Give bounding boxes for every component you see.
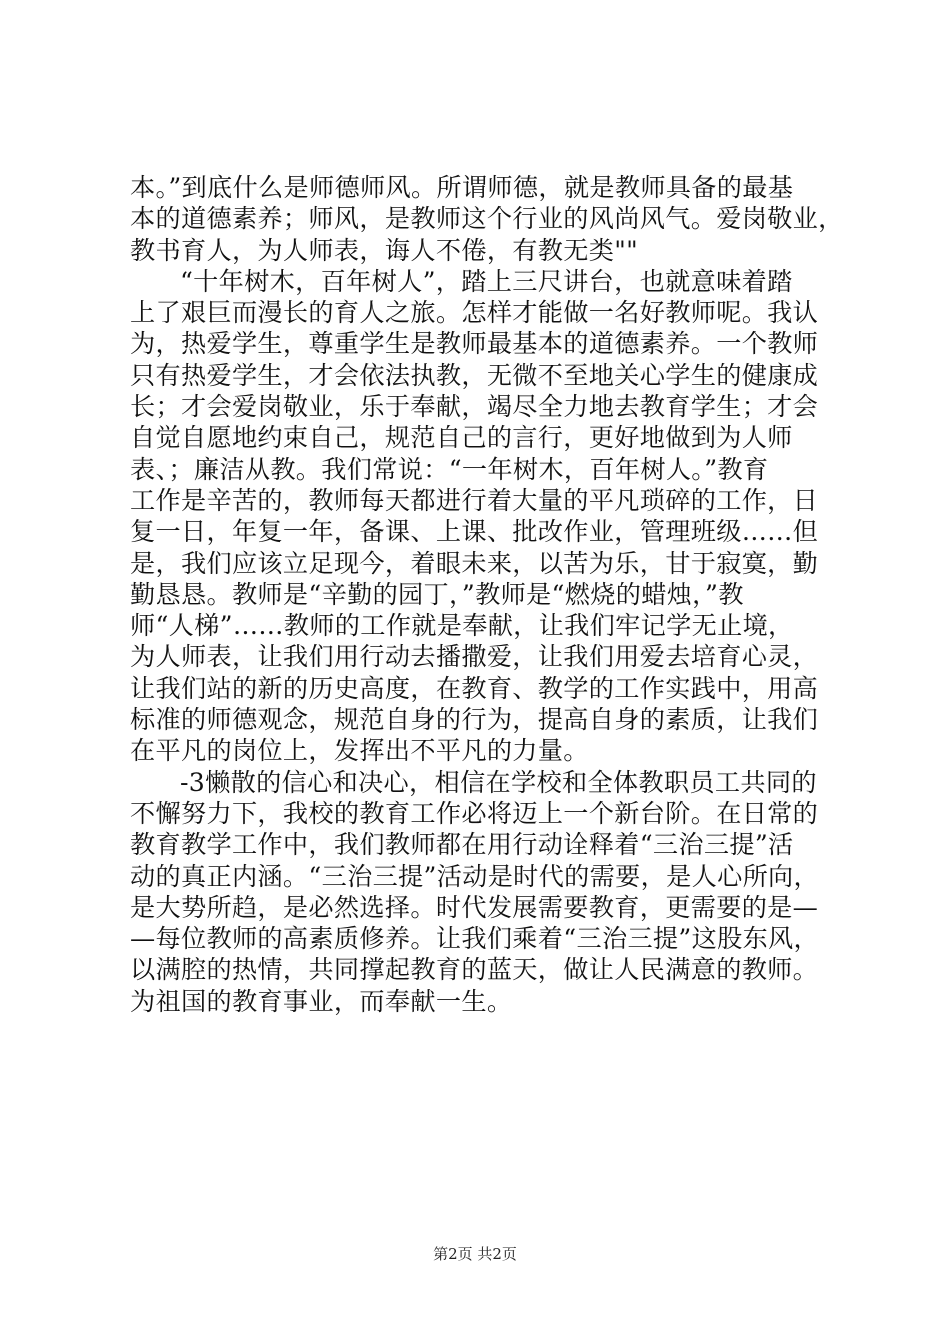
text-line: 本。”到底什么是师德师风。所谓师德，就是教师具备的最基 bbox=[130, 173, 794, 202]
text-line: 在平凡的岗位上，发挥出不平凡的力量。 bbox=[130, 736, 589, 766]
text-line: 只有热爱学生，才会依法执教，无微不至地关心学生的健康成 bbox=[130, 360, 819, 390]
text-line: 上了艰巨而漫长的育人之旅。怎样才能做一名好教师呢。我认 bbox=[130, 298, 819, 328]
text-line: 表、；廉洁从教。我们常说：“一年树木，百年树人。”教育 bbox=[130, 454, 769, 484]
text-line: 是大势所趋，是必然选择。时代发展需要教育，更需要的是— bbox=[130, 892, 819, 922]
body-text bbox=[130, 172, 844, 1017]
text-line: 工作是辛苦的，教师每天都进行着大量的平凡琐碎的工作，日 bbox=[130, 485, 819, 515]
text-line: —每位教师的高素质修养。让我们乘着“三治三提”这股东风， bbox=[130, 924, 820, 954]
text-line: 为，热爱学生，尊重学生是教师最基本的道德素养。一个教师 bbox=[130, 329, 819, 359]
text-line: 教书育人，为人师表，诲人不倦，有教无类"" bbox=[130, 235, 639, 265]
text-line: 长；才会爱岗敬业，乐于奉献，竭尽全力地去教育学生；才会 bbox=[130, 392, 819, 422]
text-line: 以满腔的热情，共同撑起教育的蓝天，做让人民满意的教师。 bbox=[130, 955, 819, 985]
text-line: 不懈努力下，我校的教育工作必将迈上一个新台阶。在日常的 bbox=[130, 798, 819, 828]
text-line: 动的真正内涵。“三治三提”活动是时代的需要，是人心所向， bbox=[130, 861, 820, 891]
text-line: 让我们站的新的历史高度，在教育、教学的工作实践中，用高 bbox=[130, 673, 819, 703]
text-line: 是，我们应该立足现今，着眼未来，以苦为乐，甘于寂寞，勤 bbox=[130, 548, 819, 578]
text-line: 自觉自愿地约束自己，规范自己的言行，更好地做到为人师 bbox=[130, 423, 793, 453]
text-line: 复一日，年复一年，备课、上课、批改作业，管理班级……但 bbox=[130, 517, 819, 547]
text-line: 师“人梯”……教师的工作就是奉献，让我们牢记学无止境， bbox=[130, 611, 794, 641]
paragraph-start-line: -3懒散的信心和决心，相信在学校和全体教职员工共同的 bbox=[180, 767, 817, 797]
text-line: 教育教学工作中，我们教师都在用行动诠释着“三治三提”活 bbox=[130, 830, 794, 860]
text-line: 勤恳恳。教师是“辛勤的园丁，”教师是“燃烧的蜡烛，”教 bbox=[130, 579, 744, 609]
text-line: 本的道德素养；师风，是教师这个行业的风尚风气。爱岗敬业， bbox=[130, 204, 844, 234]
page-footer bbox=[0, 1243, 950, 1264]
paragraph-start-line: “十年树木，百年树人”，踏上三尺讲台，也就意味着踏 bbox=[180, 266, 793, 296]
text-line: 为祖国的教育事业，而奉献一生。 bbox=[130, 986, 513, 1016]
page-number-label: 第2页 共2页 bbox=[433, 1245, 517, 1263]
text-line: 为人师表，让我们用行动去播撒爱，让我们用爱去培育心灵， bbox=[130, 642, 819, 672]
text-line: 标准的师德观念，规范自身的行为，提高自身的素质，让我们 bbox=[130, 705, 819, 735]
